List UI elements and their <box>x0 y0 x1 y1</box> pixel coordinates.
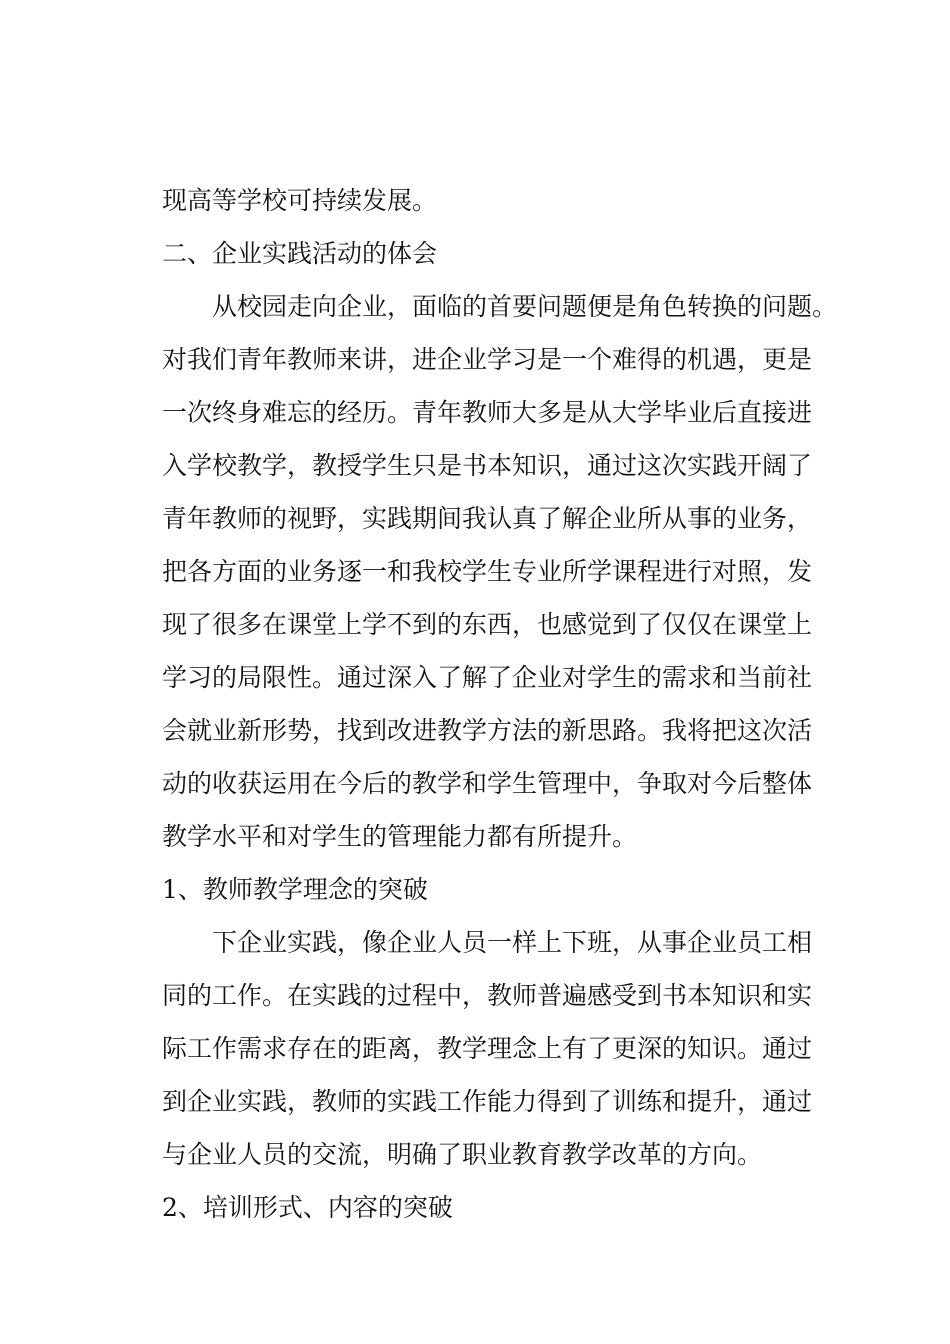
subsection-heading-two: 2、培训形式、内容的突破 <box>162 1193 453 1222</box>
paragraph-line: 际工作需求存在的距离，教学理念上有了更深的知识。通过 <box>162 1034 813 1063</box>
paragraph-line: 教学水平和对学生的管理能力都有所提升。 <box>162 822 638 851</box>
paragraph-line: 同的工作。在实践的过程中，教师普遍感受到书本知识和实 <box>162 981 813 1010</box>
paragraph-line: 青年教师的视野，实践期间我认真了解企业所从事的业务， <box>162 504 813 533</box>
paragraph-line: 学习的局限性。通过深入了解了企业对学生的需求和当前社 <box>162 663 813 692</box>
paragraph-line: 到企业实践，教师的实践工作能力得到了训练和提升，通过 <box>162 1087 813 1116</box>
paragraph-line: 动的收获运用在今后的教学和学生管理中，争取对今后整体 <box>162 769 813 798</box>
paragraph-line: 与企业人员的交流，明确了职业教育教学改革的方向。 <box>162 1140 763 1169</box>
paragraph-line: 对我们青年教师来讲，进企业学习是一个难得的机遇，更是 <box>162 345 813 374</box>
paragraph-line: 一次终身难忘的经历。青年教师大多是从大学毕业后直接进 <box>162 398 813 427</box>
paragraph-line: 从校园走向企业，面临的首要问题便是角色转换的问题。 <box>212 292 838 321</box>
paragraph-continuation-line: 现高等学校可持续发展。 <box>162 186 438 215</box>
paragraph-line: 下企业实践，像企业人员一样上下班，从事企业员工相 <box>212 928 813 957</box>
paragraph-line: 入学校教学，教授学生只是书本知识，通过这次实践开阔了 <box>162 451 813 480</box>
document-body <box>162 174 842 1234</box>
paragraph-line: 把各方面的业务逐一和我校学生专业所学课程进行对照，发 <box>162 557 813 586</box>
section-heading-two: 二、企业实践活动的体会 <box>162 239 438 268</box>
paragraph-line: 现了很多在课堂上学不到的东西，也感觉到了仅仅在课堂上 <box>162 610 813 639</box>
paragraph-line: 会就业新形势，找到改进教学方法的新思路。我将把这次活 <box>162 716 813 745</box>
subsection-heading-one: 1、教师教学理念的突破 <box>162 875 428 904</box>
